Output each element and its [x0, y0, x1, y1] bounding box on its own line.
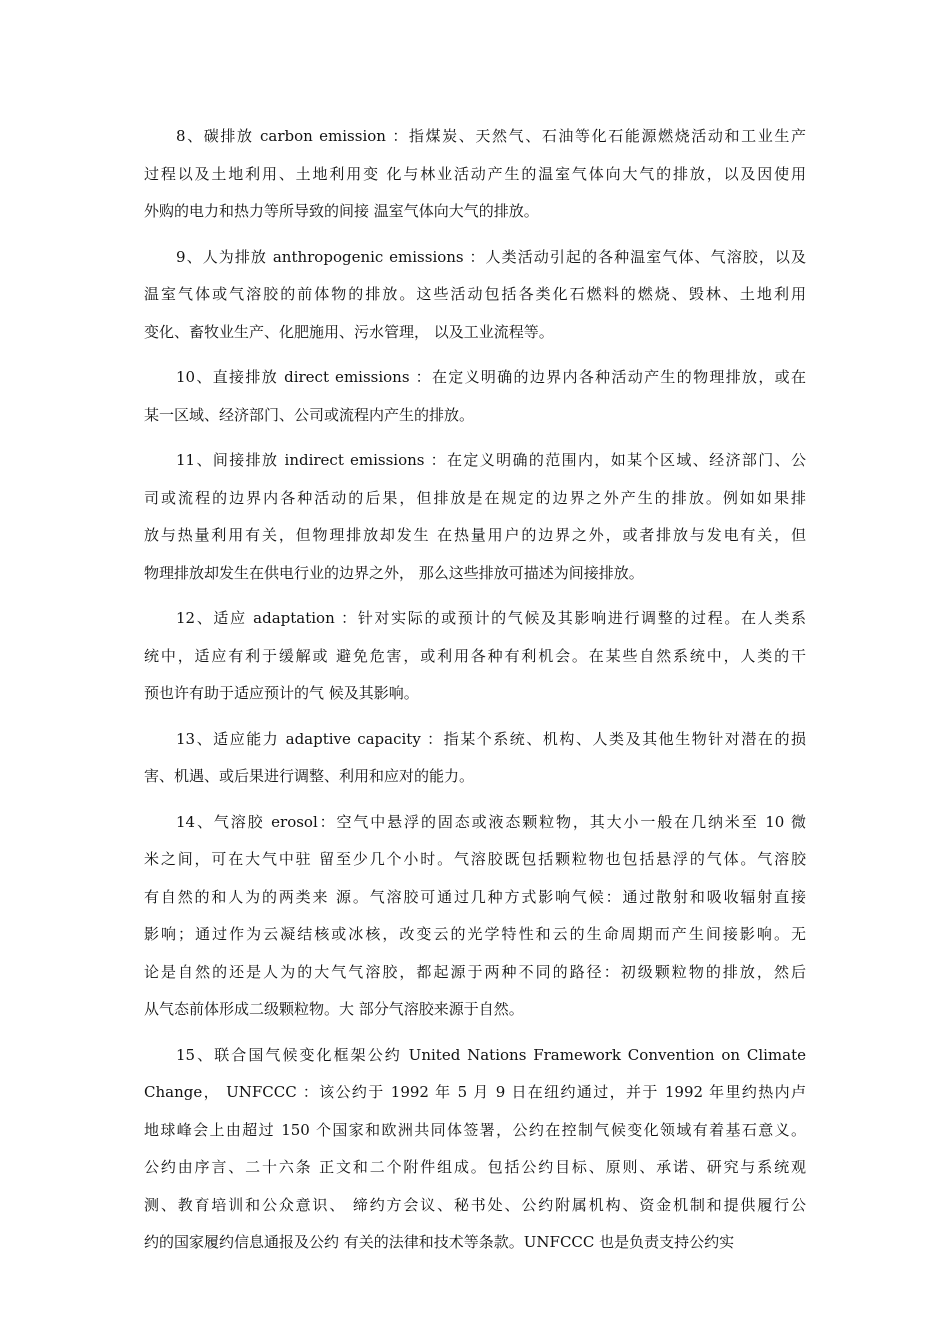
text-line: 11、间接排放 indirect emissions ：在定义明确的范围内，如某个区域、经济部门、公 [176, 451, 806, 469]
text-line: 9、人为排放 anthropogenic emissions ：人类活动引起的各种温室气体、气溶胶，以及 [176, 247, 806, 266]
text-line: 10、直接排放 direct emissions ：在定义明确的边界内各种活动产生的物理排放，或在 [176, 368, 806, 386]
text-line: 物理排放却发生在供电行业的边界之外， 那么这些排放可描述为间接排放。 [144, 563, 644, 582]
text-line: 过程以及土地利用、土地利用变 化与林业活动产生的温室气体向大气的排放，以及因使用 [144, 164, 806, 183]
paragraph-aerosol [144, 804, 806, 1029]
text-line: 13、适应能力 adaptive capacity ：指某个系统、机构、人类及其他生物针对潜在的损 [176, 729, 806, 748]
paragraph-direct-emissions [144, 359, 806, 434]
paragraph-adaptation [144, 600, 806, 713]
text-line: 司或流程的边界内各种活动的后果，但排放是在规定的边界之外产生的排放。例如如果排 [144, 488, 806, 507]
text-line: 米之间，可在大气中驻 留至少几个小时。气溶胶既包括颗粒物也包括悬浮的气体。气溶胶 [144, 850, 806, 868]
text-line: 12、适应 adaptation ：针对实际的或预计的气候及其影响进行调整的过程。在人类系 [176, 609, 806, 627]
text-line: 地球峰会上由超过 150 个国家和欧洲共同体签署，公约在控制气候变化领域有着基石意义。 [144, 1120, 806, 1139]
text-line: 测、教育培训和公众意识、 缔约方会议、秘书处、公约附属机构、资金机制和提供履行公 [144, 1195, 806, 1214]
text-line: 某一区域、经济部门、公司或流程内产生的排放。 [144, 405, 475, 424]
text-line: 放与热量利用有关，但物理排放却发生 在热量用户的边界之外，或者排放与发电有关，但 [144, 526, 806, 544]
paragraph-unfccc [144, 1037, 806, 1262]
text-line: 预也许有助于适应预计的气 候及其影响。 [144, 684, 419, 702]
text-line: 温室气体或气溶胶的前体物的排放。这些活动包括各类化石燃料的燃烧、毁林、土地利用 [144, 285, 806, 303]
document-body [144, 118, 806, 1270]
text-line: 统中，适应有利于缓解或 避免危害，或利用各种有利机会。在某些自然系统中，人类的干 [144, 646, 806, 665]
text-line: 15、联合国气候变化框架公约 United Nations Framework Convention on Climate [176, 1045, 806, 1064]
paragraph-carbon-emission [144, 118, 806, 231]
text-line: 14、气溶胶 erosol：空气中悬浮的固态或液态颗粒物，其大小一般在几纳米至 10 微 [176, 812, 806, 831]
text-line: 论是自然的还是人为的大气气溶胶，都起源于两种不同的路径：初级颗粒物的排放，然后 [144, 962, 806, 981]
text-line: 8、碳排放 carbon emission ：指煤炭、天然气、石油等化石能源燃烧活动和工业生产 [176, 127, 806, 145]
text-line: 害、机遇、或后果进行调整、利用和应对的能力。 [144, 767, 475, 785]
text-line: Change， UNFCCC ：该公约于 1992 年 5 月 9 日在纽约通过，并于 1992 年里约热内卢 [144, 1083, 806, 1101]
paragraph-indirect-emissions [144, 442, 806, 592]
text-line: 外购的电力和热力等所导致的间接 温室气体向大气的排放。 [144, 202, 539, 220]
text-line: 变化、畜牧业生产、化肥施用、污水管理， 以及工业流程等。 [144, 322, 554, 341]
text-line: 影响；通过作为云凝结核或冰核，改变云的光学特性和云的生命周期而产生间接影响。无 [144, 925, 806, 943]
paragraph-adaptive-capacity [144, 721, 806, 796]
paragraph-anthropogenic-emissions [144, 239, 806, 352]
text-line: 从气态前体形成二级颗粒物。大 部分气溶胶来源于自然。 [144, 1000, 524, 1018]
text-line: 约的国家履约信息通报及公约 有关的法律和技术等条款。UNFCCC 也是负责支持公约实 [144, 1233, 735, 1251]
text-line: 公约由序言、二十六条 正文和二个附件组成。包括公约目标、原则、承诺、研究与系统观 [144, 1158, 806, 1176]
text-line: 有自然的和人为的两类来 源。气溶胶可通过几种方式影响气候：通过散射和吸收辐射直接 [144, 887, 806, 906]
